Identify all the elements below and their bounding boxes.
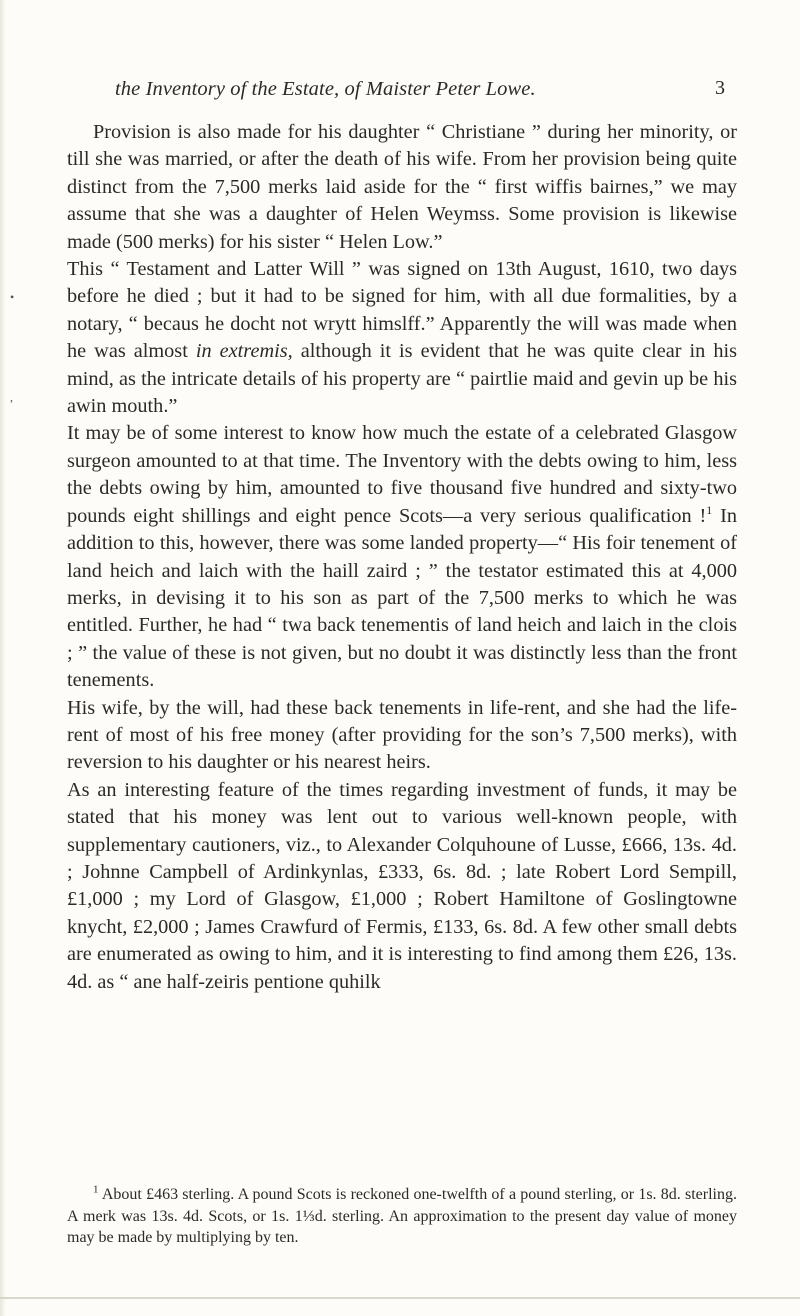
paragraph-2-text-b: although it is evident that he was quite clear in his mind, as the intricate details of his property are “ pairtlie maid and gevin up be his awin mouth.” <box>67 340 737 418</box>
paragraph-4: His wife, by the will, had these back tenements in life-rent, and she had the life-rent of most of his free money (after providing for the son’s 7,500 merks), with reversion to his daughter or his nearest heirs. <box>67 696 737 774</box>
footnote-number: 1 <box>93 1183 99 1196</box>
margin-mark: , <box>10 390 13 404</box>
paragraph-2 <box>67 256 737 420</box>
page-number: 3 <box>715 77 725 99</box>
footnote <box>67 1184 737 1249</box>
running-title: the Inventory of the Estate, of Maister Peter Lowe. <box>115 78 536 100</box>
paragraph-5: As an interesting feature of the times regarding investment of funds, it may be stated that his money was lent out to various well-known people, with supplementary cautioners, viz., to Alexander Colquhoune of Lusse, £666, 13s. 4d. ; Johnne Campbell of Ardinkynlas, £333, 6s. 8d. ; late Robert Lord Sempill, £1,000 ; my Lord of Glasgow, £1,000 ; Robert Hamiltone of Goslingtowne knycht, £2,000 ; James Crawfurd of Fermis, £133, 6s. 8d. A few other small debts are enumerated as owing to him, and it is interesting to find among them £26, 13s. 4d. as “ ane half-zeiris pentione quhilk <box>67 778 737 993</box>
paragraph-3 <box>67 420 737 694</box>
footnote-text: About £463 sterling. A pound Scots is reckoned one-twelfth of a pound sterling, or 1s. 8d. sterling. A merk was 13s. 4d. Scots, or 1s. 1⅓d. sterling. An approximation to the present day value of money may be made by multiplying by ten. <box>67 1186 737 1246</box>
paragraph-3-text-a: It may be of some interest to know how much the estate of a celebrated Glasgow surgeon amounted to at that time. The Inventory with the debts owing to him, less the debts owing by him, amounted to five thousand five hundred and sixty-two pounds eight shillings and eight pence Scots—a very serious qualification ! <box>67 422 737 527</box>
paragraph-3-text-b: In addition to this, however, there was some landed property—“ His foir tenement of land heich and laich with the haill zaird ; ” the testator estimated this at 4,000 merks, in devising it to his son as part of the 7,500 merks to which he was entitled. Further, he had “ twa back tenementis of land heich and laich in the clois ; ” the value of these is not given, but no doubt it was distinctly less than the front tenements. <box>67 504 738 692</box>
page-bottom-edge <box>0 1297 800 1299</box>
page-edge-shadow <box>0 0 6 1316</box>
margin-mark: • <box>10 290 15 304</box>
body-text <box>67 119 737 996</box>
italic-phrase: in extremis, <box>195 340 293 363</box>
paragraph-1: Provision is also made for his daughter “ Christiane ” during her minority, or till she was married, or after the death of his wife. From her provision being quite distinct from the 7,500 merks laid aside for the “ first wiffis bairnes,” we may assume that she was a daughter of Helen Weymss. Some provision is likewise made (500 merks) for his sister “ Helen Low.” <box>67 121 737 253</box>
paragraph-2-text-a: This “ Testament and Latter Will ” was signed on 13th August, 1610, two days before he died ; but it had to be signed for him, with all due formalities, by a notary, “ becaus he docht not wrytt himslff.” Apparently the will was made when he was almost <box>67 258 737 363</box>
footnote-reference[interactable]: 1 <box>706 502 713 517</box>
